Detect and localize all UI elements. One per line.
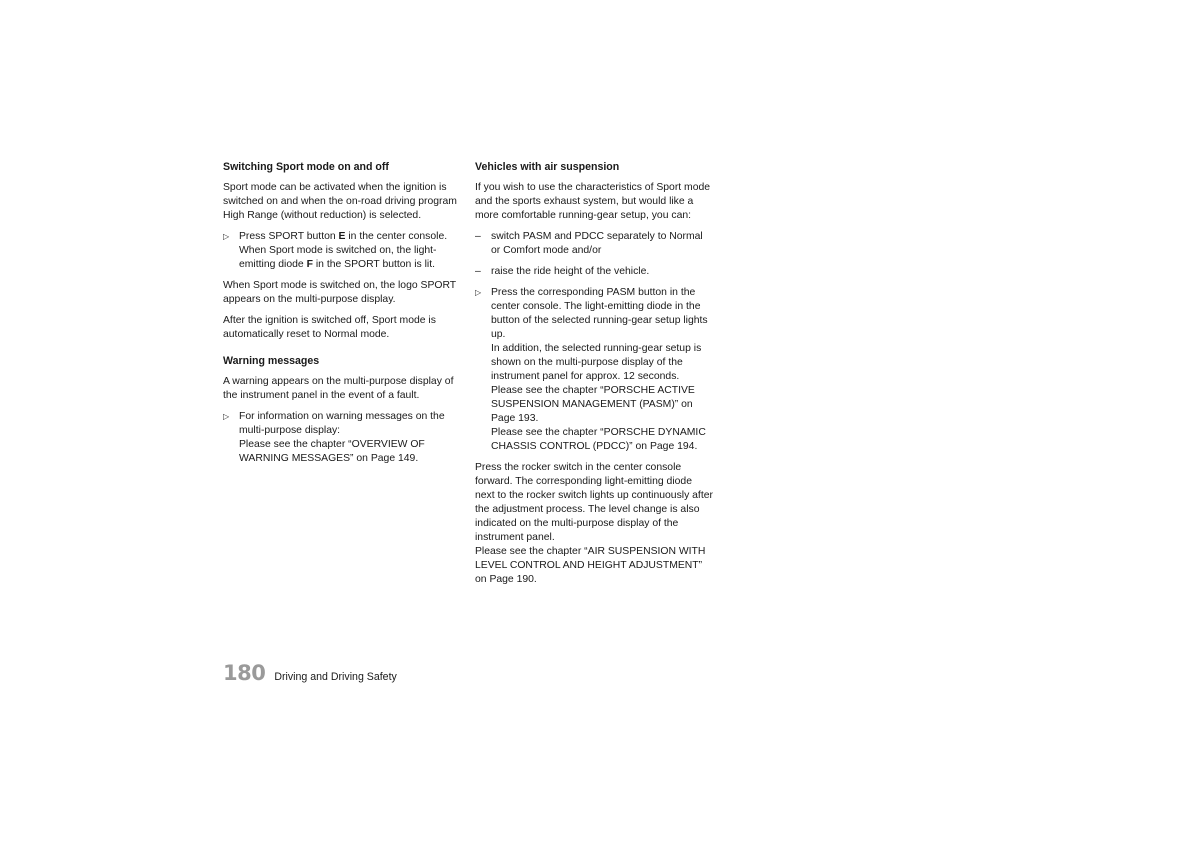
warning-instruction	[223, 410, 459, 466]
warning-intro: A warning appears on the multi-purpose display of the instrument panel in the event of a fault.	[223, 376, 454, 401]
pasm-instruction	[475, 286, 713, 454]
option-text: raise the ride height of the vehicle.	[491, 266, 650, 277]
page-number: 180	[223, 661, 266, 685]
sport-reset-paragraph: After the ignition is switched off, Sport mode is automatically reset to Normal mode.	[223, 315, 436, 340]
instruction-text-part: in the SPORT button is lit.	[312, 259, 436, 270]
page-footer	[223, 661, 397, 687]
dash-bullet: –	[475, 266, 481, 277]
left-column	[223, 160, 459, 473]
air-suspension-intro: If you wish to use the characteristics of Sport mode and the sports exhaust system, but would like a more comfortable running-gear setup, you can:	[475, 182, 711, 221]
instruction-triangle-icon: ▷	[223, 412, 230, 421]
sport-mode-intro: Sport mode can be activated when the ignition is switched on and when the on-road driving program High Range (without reduction) is selected.	[223, 182, 457, 221]
diode-letter-f: F	[306, 259, 313, 270]
instruction-triangle-icon: ▷	[223, 232, 230, 241]
instruction-text-part: in the center console. When Sport mode is switched on, the light-emitting diode	[239, 231, 448, 270]
dash-bullet: –	[475, 231, 481, 242]
instruction-triangle-icon: ▷	[475, 288, 482, 297]
air-suspension-chapter-reference: Please see the chapter “AIR SUSPENSION WITH LEVEL CONTROL AND HEIGHT ADJUSTMENT” on Page 190.	[475, 546, 706, 585]
warning-messages-heading: Warning messages	[223, 355, 320, 367]
instruction-text-part: Press SPORT button	[239, 231, 339, 242]
pasm-instruction-text: Press the corresponding PASM button in the center console. The light-emitting diode in the button of the selected running-gear setup lights up.	[491, 287, 708, 340]
sport-logo-paragraph: When Sport mode is switched on, the logo SPORT appears on the multi-purpose display.	[223, 280, 456, 305]
option-text: switch PASM and PDCC separately to Normal or Comfort mode and/or	[491, 231, 703, 256]
pasm-chapter-reference: Please see the chapter “PORSCHE ACTIVE SUSPENSION MANAGEMENT (PASM)” on Page 193.	[491, 385, 695, 424]
pdcc-chapter-reference: Please see the chapter “PORSCHE DYNAMIC CHASSIS CONTROL (PDCC)” on Page 194.	[491, 427, 706, 452]
warning-chapter-reference: Please see the chapter “OVERVIEW OF WARNING MESSAGES” on Page 149.	[239, 439, 425, 464]
rocker-switch-text: Press the rocker switch in the center console forward. The corresponding light-emitting diode next to the rocker switch lights up continuously after the adjustment process. The level change is also indicated on the multi-purpose display of the instrument panel.	[475, 462, 713, 543]
option-list-item	[475, 230, 713, 258]
section-title: Driving and Driving Safety	[274, 671, 397, 683]
sport-button-instruction	[223, 230, 459, 272]
button-letter-e: E	[338, 231, 346, 242]
right-column	[475, 160, 713, 587]
air-suspension-heading: Vehicles with air suspension	[475, 161, 620, 173]
sport-mode-heading: Switching Sport mode on and off	[223, 161, 389, 173]
option-list-item	[475, 265, 713, 279]
pasm-display-text: In addition, the selected running-gear setup is shown on the multi-purpose display of the instrument panel for approx. 12 seconds.	[491, 343, 702, 382]
warning-instruction-text: For information on warning messages on the multi-purpose display:	[239, 411, 445, 436]
rocker-switch-paragraph	[475, 461, 713, 587]
